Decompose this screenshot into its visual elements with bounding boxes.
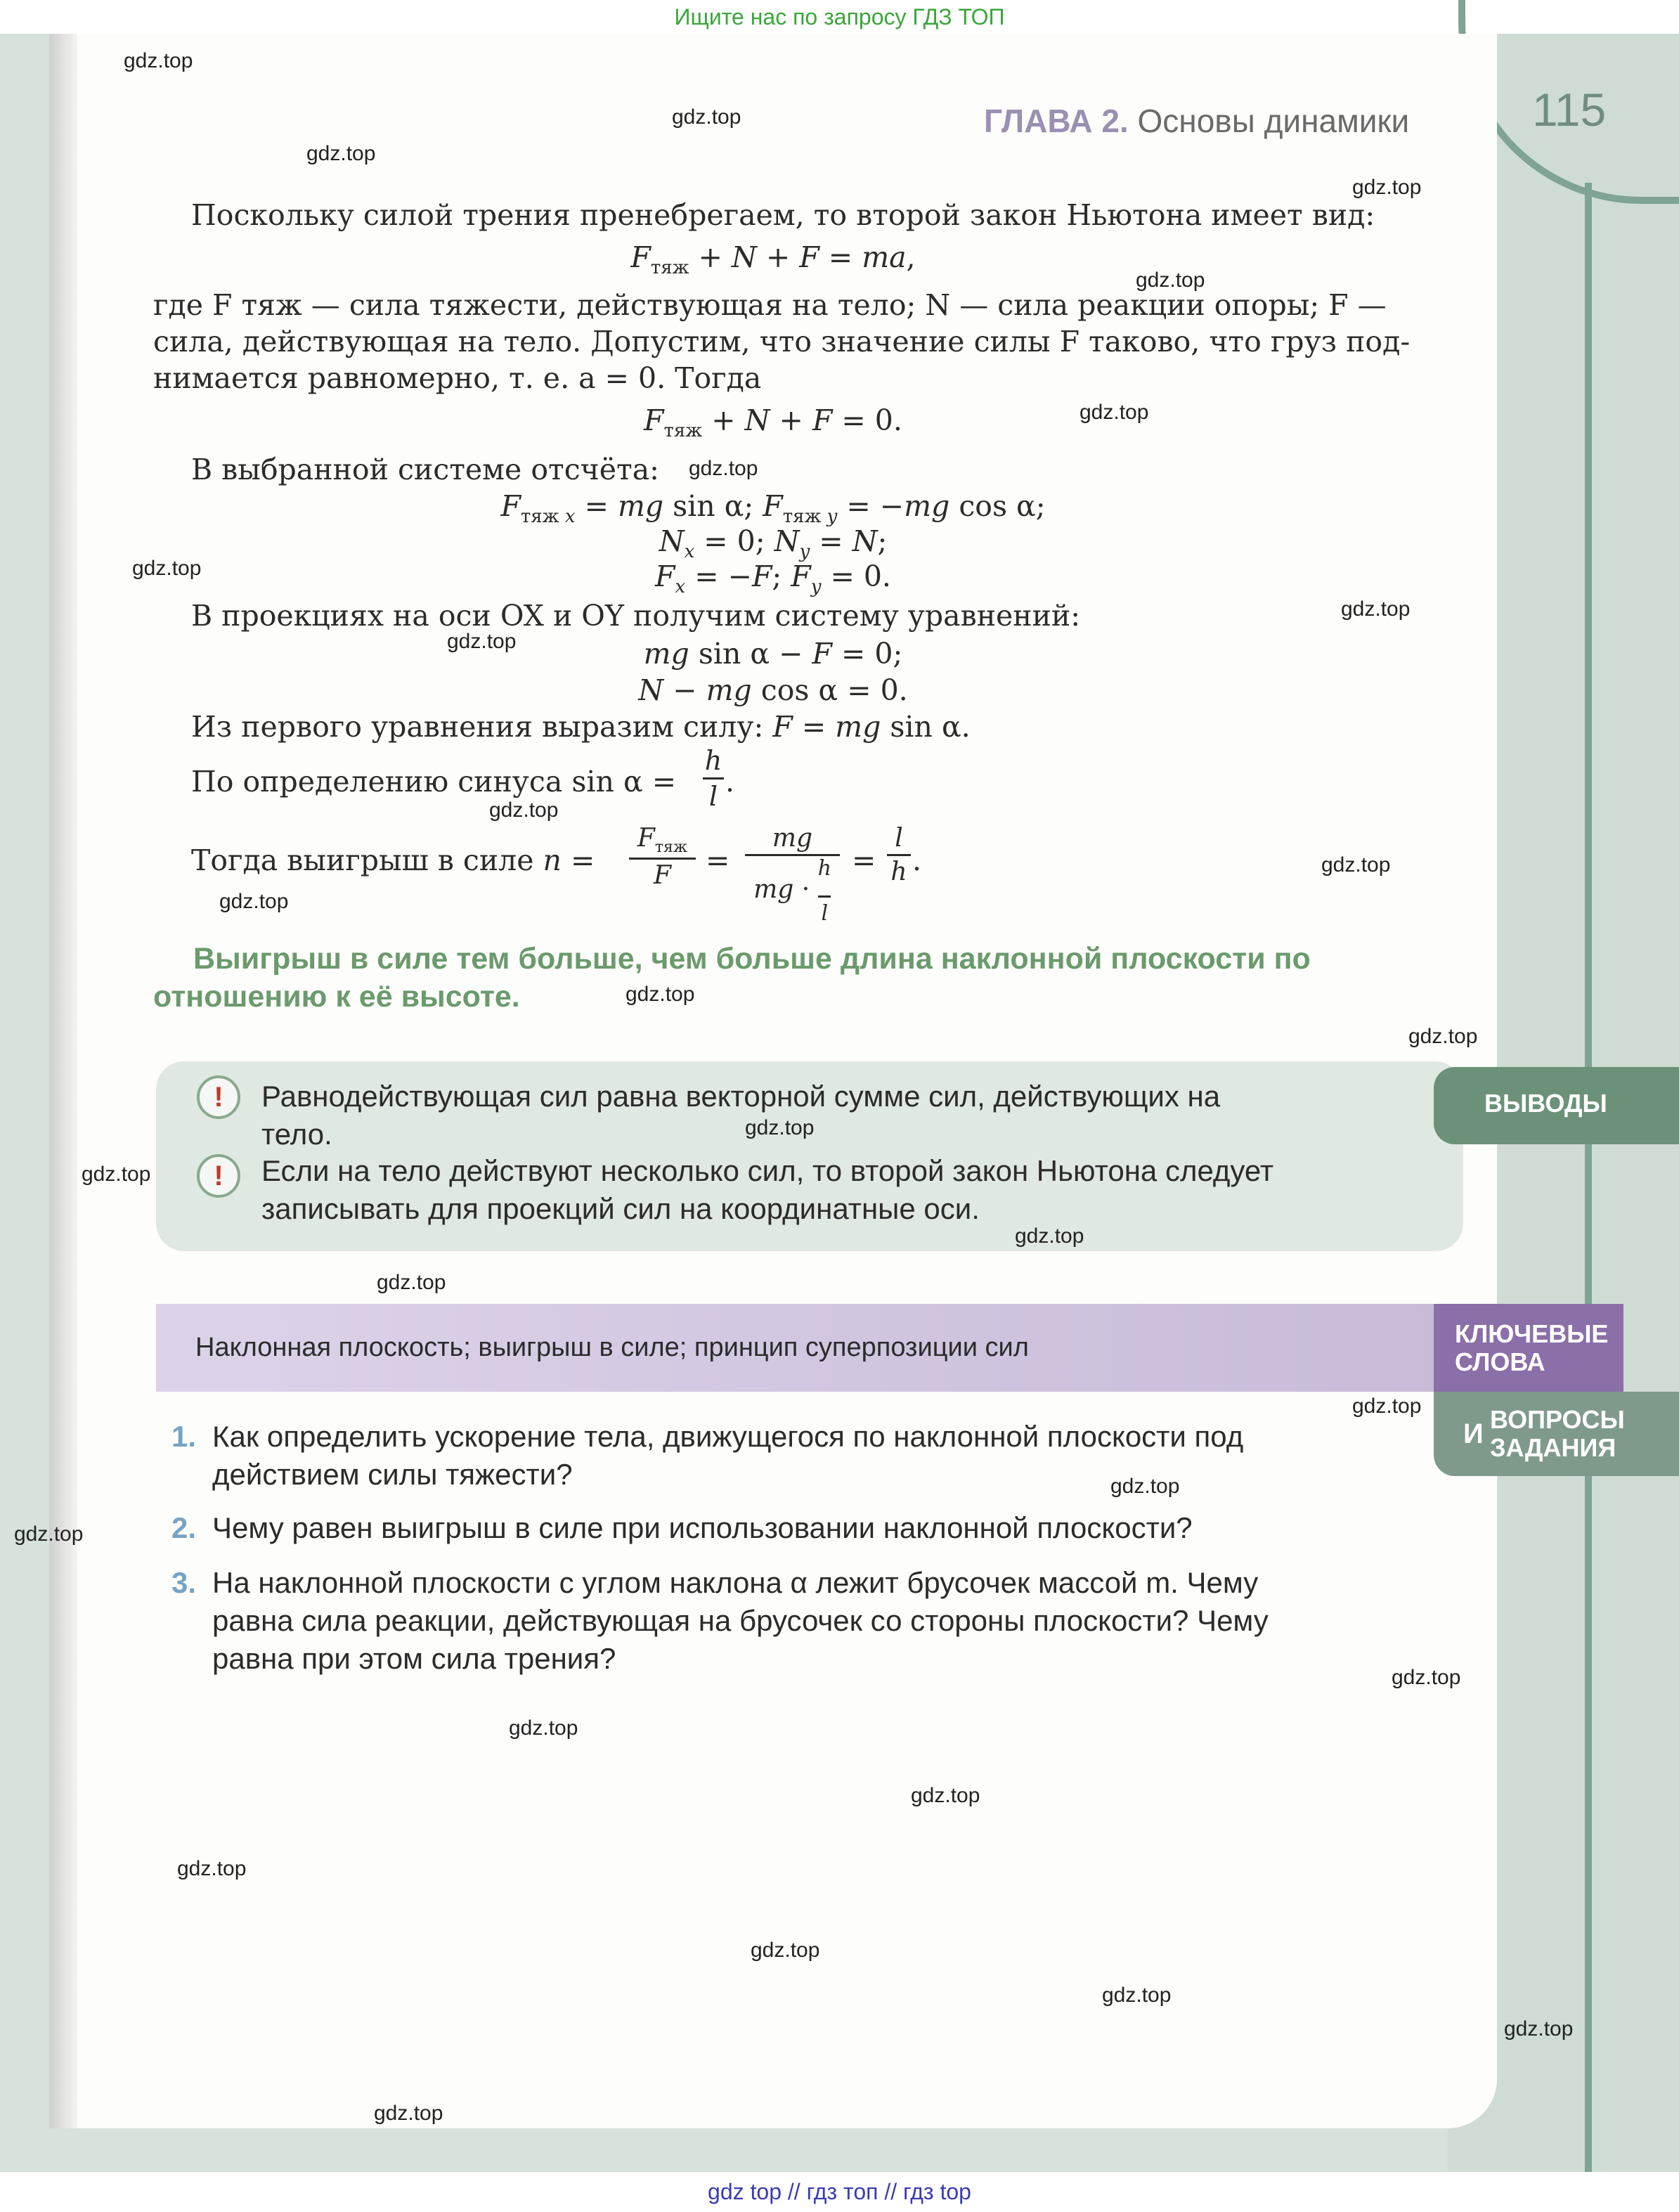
watermark: gdz.top [751,1939,820,1962]
highlight-line: Выигрыш в силе тем больше, чем больше длина наклонной плоскости по [193,942,1311,976]
watermark: gdz.top [672,105,741,129]
watermark: gdz.top [1504,2017,1574,2040]
questions-tab-line2: ЗАДАНИЯ [1490,1433,1616,1462]
questions-tab-line1: ВОПРОСЫ [1490,1405,1625,1434]
formula-system-1: mg sin α − F = 0; [643,637,903,671]
watermark: gdz.top [374,2102,443,2125]
watermark: gdz.top [1352,176,1422,199]
question-line: равна при этом сила трения? [212,1642,616,1675]
text-sine-definition: По определению синуса [191,765,563,798]
conclusion-line: тело. [261,1118,332,1151]
text-line: В проекциях на оси OX и OY получим систему уравнений: [191,599,1081,633]
decorative-vertical-line [1585,183,1592,2172]
bottom-banner: gdz top // гдз топ // гдз top [0,2172,1679,2212]
watermark: gdz.top [1110,1475,1180,1498]
keywords-tab-line1: КЛЮЧЕВЫЕ [1455,1319,1609,1348]
text-line: Тогда выигрыш в силе n = [191,843,595,877]
text-line: По определению синуса sin α = [191,765,677,798]
watermark: gdz.top [1136,269,1205,292]
fraction-h-over-l: h l [703,745,724,812]
watermark: gdz.top [132,557,202,580]
watermark: gdz.top [689,457,758,480]
watermark: gdz.top [1408,1025,1478,1048]
watermark: gdz.top [1102,1984,1172,2007]
watermark: gdz.top [1392,1666,1461,1689]
page-spine-shadow [49,34,77,2128]
watermark: gdz.top [1321,853,1391,877]
watermark: gdz.top [745,1116,815,1139]
text-line: Из первого уравнения выразим силу: F = mg sin α. [191,710,971,744]
watermark: gdz.top [509,1716,578,1740]
conclusion-line: записывать для проекций сил на координатные оси. [261,1192,980,1225]
question-line: На наклонной плоскости с углом наклона α лежит брусочек массой m. Чему [212,1566,1259,1599]
watermark: gdz.top [1352,1395,1422,1418]
conclusion-line: Если на тело действуют несколько сил, то второй закон Ньютона следует [261,1154,1274,1187]
period: . [912,843,922,877]
watermark: gdz.top [625,983,695,1006]
watermark: gdz.top [447,630,517,653]
formula-projections-gravity: $F_{тяж x}$ = mg sin α; $F_{тяж y} = -mg$ cos α; [500,489,1046,528]
watermark: gdz.top [306,142,376,165]
chapter-title: Основы динамики [1137,103,1410,139]
equals: = [852,843,876,877]
keywords-text: Наклонная плоскость; выигрыш в силе; принцип суперпозиции сил [195,1333,1029,1362]
watermark: gdz.top [489,798,559,822]
exclamation-icon: ! [197,1154,240,1198]
watermark: gdz.top [124,49,193,72]
question-line: Чему равен выигрыш в силе при использовании наклонной плоскости? [212,1511,1193,1544]
question-line: равна сила реакции, действующая на брусочек со стороны плоскости? Чему [212,1604,1269,1637]
watermark: gdz.top [1341,597,1411,621]
top-banner: Ищите нас по запросу ГДЗ ТОП [0,0,1679,34]
chapter-label: ГЛАВА 2. [984,103,1129,139]
text-line: В выбранной системе отсчёта: [191,453,659,486]
formula-newton: $F_{тяж} + N + F$ = ma, [630,240,916,279]
formula-projections-force: $F_x = -F$; $F_y = 0$. [655,560,891,598]
watermark: gdz.top [1015,1224,1084,1248]
text-line: где F тяж — сила тяжести, действующая на тело; N — сила реакции опоры; F — [153,288,1387,322]
watermark: gdz.top [82,1163,151,1186]
fraction-mg-over-mgh: mg mg · $\frac{h}{l}$ [745,824,840,925]
text-force-gain: Тогда выигрыш в силе [191,843,534,877]
period: . [725,765,735,798]
question-number: 1. [171,1420,197,1453]
formula-equilibrium: $F_{тяж} + N + F = 0$. [644,403,902,442]
text-express-force: Из первого уравнения выразим силу: [191,710,764,744]
equals: = [706,843,730,877]
watermark: gdz.top [377,1271,446,1294]
watermark: gdz.top [1080,401,1149,424]
fraction-l-over-h: l h [887,824,911,886]
watermark: gdz.top [177,1857,247,1880]
highlight-line: отношению к её высоте. [153,980,520,1014]
question-number: 3. [171,1566,197,1599]
conclusion-line: Равнодействующая сил равна векторной сумме сил, действующих на [261,1080,1221,1113]
conclusions-tab-label: ВЫВОДЫ [1484,1089,1607,1118]
text-line: Поскольку силой трения пренебрегаем, то второй закон Ньютона имеет вид: [191,198,1375,232]
question-number: 2. [171,1511,197,1544]
page-number: 115 [1532,84,1607,136]
formula-system-2: N − mg cos α = 0. [638,673,908,707]
questions-tab-prefix: И [1463,1418,1484,1449]
watermark: gdz.top [219,890,289,913]
question-line: Как определить ускорение тела, движущегося по наклонной плоскости под [212,1420,1244,1453]
text-line: нимается равномерно, т. е. a = 0. Тогда [153,361,762,395]
chapter-heading [984,102,1409,140]
exclamation-icon: ! [197,1075,240,1119]
watermark: gdz.top [14,1522,84,1546]
formula-projections-normal: $N_x = 0$; $N_y = N$; [659,524,888,563]
watermark: gdz.top [911,1784,980,1807]
fraction-fg-over-f: $F_{тяж}$ F [629,824,696,890]
keywords-tab-line2: СЛОВА [1455,1347,1545,1376]
question-line: действием силы тяжести? [212,1458,573,1491]
text-line: сила, действующая на тело. Допустим, что значение силы F таково, что груз под- [153,325,1411,358]
